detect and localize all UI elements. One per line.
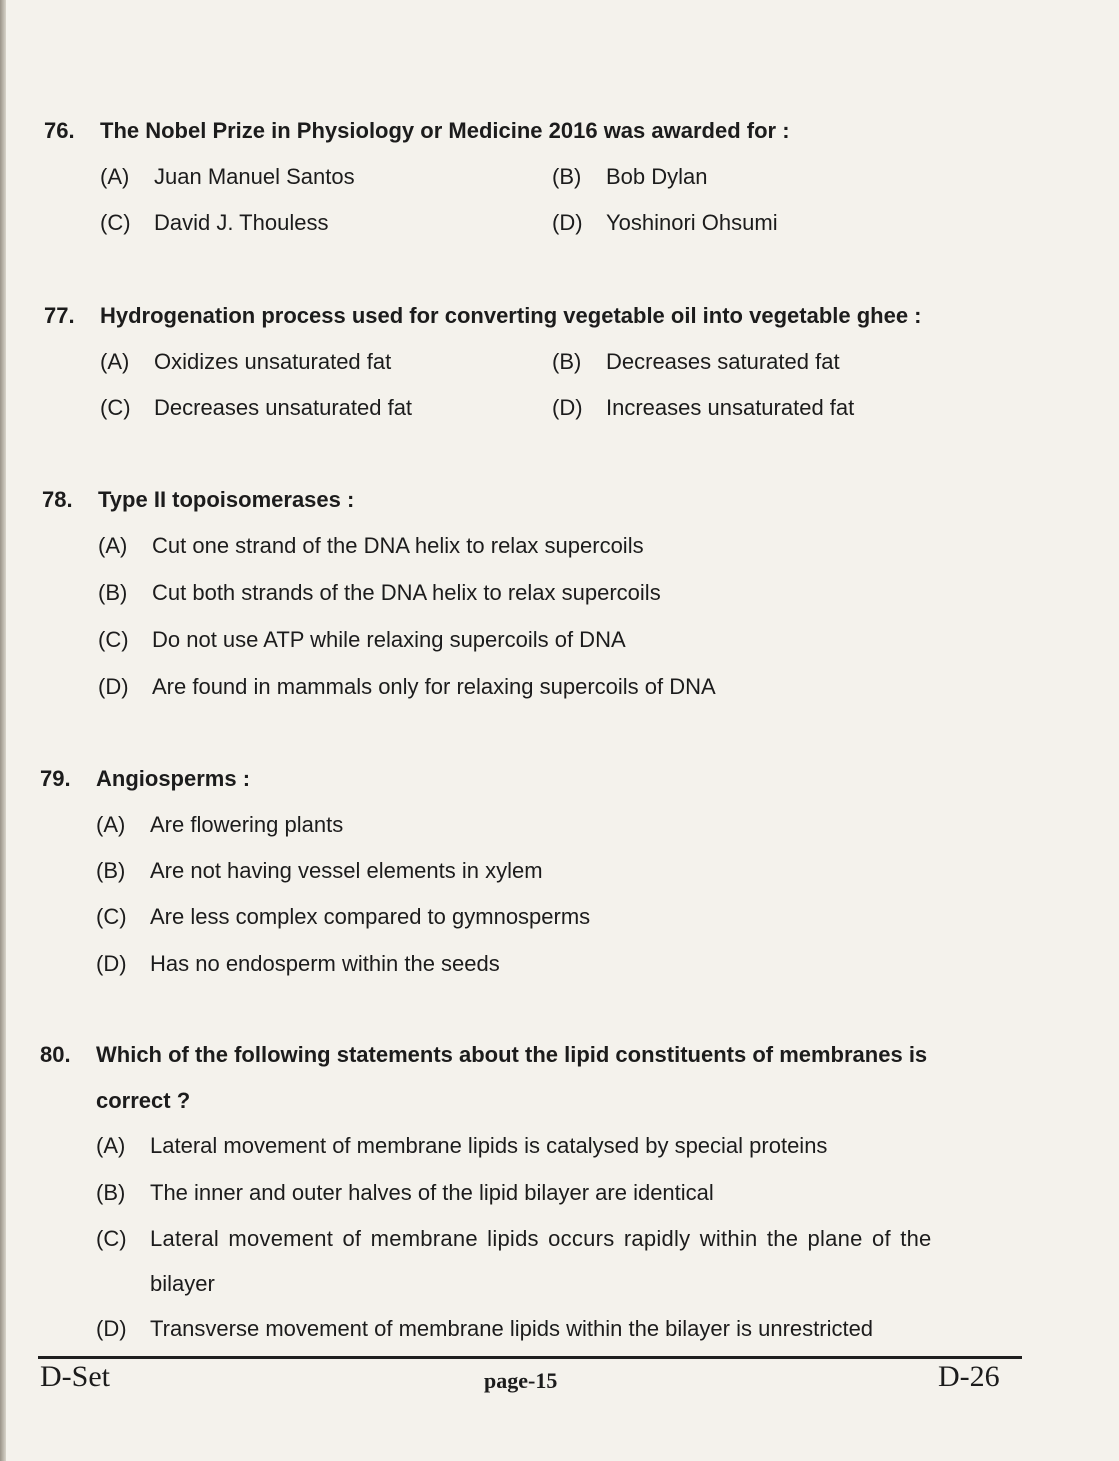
option-text: Transverse movement of membrane lipids within the bilayer is unrestricted [150, 1316, 874, 1341]
option-letter: (B) [552, 164, 582, 189]
option-text: Cut one strand of the DNA helix to relax supercoils [152, 533, 644, 558]
question-text: Type II topoisomerases : [98, 487, 355, 512]
option-text: Are flowering plants [150, 812, 344, 837]
option-text: Oxidizes unsaturated fat [154, 349, 392, 374]
option-letter: (D) [96, 951, 127, 976]
question-number: 76. [44, 118, 75, 143]
option-c [100, 200, 328, 246]
option-letter: (B) [96, 1180, 126, 1205]
option-c [100, 385, 412, 431]
option-d [552, 200, 778, 246]
option-a [98, 523, 644, 569]
option-text: Cut both strands of the DNA helix to relax supercoils [152, 580, 661, 605]
option-letter: (A) [100, 349, 130, 374]
option-d [96, 1306, 873, 1352]
option-c [96, 1216, 932, 1262]
option-letter: (D) [98, 674, 129, 699]
option-text-line1: Lateral movement of membrane lipids occurs rapidly within the plane of the [150, 1226, 932, 1251]
question-text-line1: Which of the following statements about the lipid constituents of membranes is [96, 1042, 928, 1067]
option-letter: (B) [96, 858, 126, 883]
option-text: Has no endosperm within the seeds [150, 951, 500, 976]
option-c [96, 894, 590, 940]
option-b [552, 154, 708, 200]
page-edge [0, 0, 6, 1461]
option-letter: (C) [98, 627, 129, 652]
option-d [96, 941, 500, 987]
option-c [98, 617, 626, 663]
option-text: Are not having vessel elements in xylem [150, 858, 543, 883]
option-b [96, 1170, 714, 1216]
option-text: Yoshinori Ohsumi [606, 210, 778, 235]
option-letter: (C) [96, 904, 127, 929]
footer-set-label: D-Set [40, 1360, 110, 1393]
option-letter: (C) [100, 210, 131, 235]
option-b [552, 339, 840, 385]
option-b [96, 848, 543, 894]
option-letter: (D) [96, 1316, 127, 1341]
option-a [96, 802, 343, 848]
question-stem [40, 756, 250, 802]
question-stem [44, 108, 790, 154]
question-stem [40, 1032, 927, 1078]
question-number: 79. [40, 766, 71, 791]
option-letter: (C) [96, 1226, 127, 1251]
option-letter: (A) [100, 164, 130, 189]
option-text: Decreases unsaturated fat [154, 395, 413, 420]
option-d [552, 385, 854, 431]
option-text: Lateral movement of membrane lipids is catalysed by special proteins [150, 1133, 828, 1158]
option-letter: (A) [98, 533, 128, 558]
option-a [100, 339, 391, 385]
question-stem [44, 293, 922, 339]
option-text: The inner and outer halves of the lipid bilayer are identical [150, 1180, 714, 1205]
option-text: Are less complex compared to gymnosperms [150, 904, 591, 929]
question-stem [42, 477, 354, 523]
question-text: Hydrogenation process used for converting vegetable oil into vegetable ghee : [100, 303, 922, 328]
question-text-line2: correct ? [96, 1088, 191, 1113]
option-text: Juan Manuel Santos [154, 164, 355, 189]
option-letter: (A) [96, 1133, 126, 1158]
option-letter: (B) [552, 349, 582, 374]
option-letter: (A) [96, 812, 126, 837]
question-text: Angiosperms : [96, 766, 251, 791]
option-letter: (B) [98, 580, 128, 605]
question-number: 77. [44, 303, 75, 328]
option-text: Are found in mammals only for relaxing supercoils of DNA [152, 674, 716, 699]
option-text-line2: bilayer [150, 1271, 215, 1296]
option-letter: (D) [552, 395, 583, 420]
footer-code: D-26 [938, 1360, 1000, 1393]
option-letter: (C) [100, 395, 131, 420]
option-text: Bob Dylan [606, 164, 708, 189]
question-text: The Nobel Prize in Physiology or Medicine 2016 was awarded for : [100, 118, 790, 143]
question-number: 80. [40, 1042, 71, 1067]
option-text: Do not use ATP while relaxing supercoils of DNA [152, 627, 626, 652]
footer-page-number: page-15 [484, 1368, 558, 1393]
footer-rule [38, 1356, 1022, 1359]
option-text: Decreases saturated fat [606, 349, 840, 374]
option-d [98, 664, 716, 710]
option-text: Increases unsaturated fat [606, 395, 855, 420]
option-a [100, 154, 355, 200]
option-letter: (D) [552, 210, 583, 235]
option-a [96, 1123, 827, 1169]
option-b [98, 570, 661, 616]
option-text: David J. Thouless [154, 210, 329, 235]
question-number: 78. [42, 487, 73, 512]
